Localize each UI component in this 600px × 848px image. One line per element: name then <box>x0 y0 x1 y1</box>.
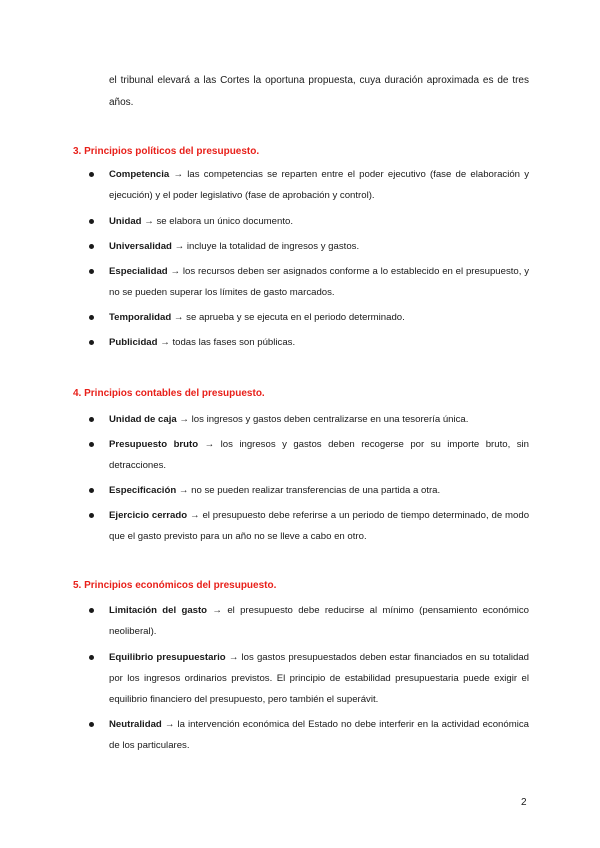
bullet-icon <box>89 315 94 320</box>
bullet-icon <box>89 608 94 613</box>
item-text: se aprueba y se ejecuta en el periodo determinado. <box>186 312 405 323</box>
section-heading-5: 5. Principios económicos del presupuesto. <box>73 580 277 591</box>
list-item <box>109 480 529 501</box>
arrow-icon: → <box>164 719 175 730</box>
page-number: 2 <box>521 797 527 808</box>
item-term: Limitación del gasto <box>109 605 208 616</box>
intro-paragraph: el tribunal elevará a las Cortes la oportuna propuesta, cuya duración aproximada es de tres años. <box>109 75 529 108</box>
list-item <box>109 600 529 642</box>
list-item <box>109 714 529 756</box>
bullet-icon <box>89 269 94 274</box>
item-term: Temporalidad <box>109 312 172 323</box>
arrow-icon: → <box>173 169 184 180</box>
bullet-icon <box>89 722 94 727</box>
item-term: Ejercicio cerrado <box>109 510 188 521</box>
item-text: no se pueden realizar transferencias de una partida a otra. <box>191 485 441 496</box>
item-term: Unidad <box>109 216 142 227</box>
item-text: el presupuesto debe reducirse al mínimo (pensamiento económico neoliberal). <box>109 605 530 637</box>
list-item <box>109 164 529 206</box>
arrow-icon: → <box>204 439 215 450</box>
item-term: Competencia <box>109 169 170 180</box>
arrow-icon: → <box>189 510 200 521</box>
item-text: la intervención económica del Estado no debe interferir en la actividad económica de los particulares. <box>109 719 529 751</box>
arrow-icon: → <box>173 312 184 323</box>
section-heading-4: 4. Principios contables del presupuesto. <box>73 388 265 399</box>
arrow-icon: → <box>160 337 170 348</box>
item-text: los ingresos y gastos deben centralizarse en una tesorería única. <box>191 414 469 425</box>
arrow-icon: → <box>228 652 239 663</box>
bullet-icon <box>89 513 94 518</box>
bullet-icon <box>89 340 94 345</box>
list-item <box>109 647 529 710</box>
bullet-icon <box>89 655 94 660</box>
list-item <box>109 332 529 353</box>
item-term: Especificación <box>109 485 177 496</box>
item-text: los ingresos y gastos deben recogerse por su importe bruto, sin detracciones. <box>109 439 529 471</box>
bullet-icon <box>89 219 94 224</box>
item-term: Presupuesto bruto <box>109 439 199 450</box>
list-item <box>109 261 529 303</box>
list-item <box>109 434 529 476</box>
bullet-icon <box>89 244 94 249</box>
item-text: el presupuesto debe referirse a un periodo de tiempo determinado, de modo que el gasto previsto para un año no se lleve a cabo en otro. <box>109 510 530 542</box>
item-term: Publicidad <box>109 337 158 348</box>
item-term: Unidad de caja <box>109 414 177 425</box>
item-term: Neutralidad <box>109 719 162 730</box>
arrow-icon: → <box>170 266 181 277</box>
item-term: Equilibrio presupuestario <box>109 652 226 663</box>
item-text: los recursos deben ser asignados conforme a lo establecido en el presupuesto, y no se pueden superar los límites de gasto marcados. <box>109 266 530 298</box>
arrow-icon: → <box>178 485 189 496</box>
item-term: Universalidad <box>109 241 172 252</box>
bullet-icon <box>89 172 94 177</box>
list-item <box>109 307 529 328</box>
bullet-icon <box>89 488 94 493</box>
item-text: todas las fases son públicas. <box>172 337 296 348</box>
item-text: las competencias se reparten entre el poder ejecutivo (fase de elaboración y ejecución) y el poder legislativo (fase de aprobación y control). <box>109 169 530 201</box>
item-text: se elabora un único documento. <box>156 216 293 227</box>
arrow-icon: → <box>144 216 154 227</box>
section-heading-3: 3. Principios políticos del presupuesto. <box>73 146 260 157</box>
arrow-icon: → <box>174 241 185 252</box>
item-text: los gastos presupuestados deben estar financiados en su totalidad por los ingresos ordinarios previstos. El principio de estabilidad presupuestaria puede exigir el equilibrio financiero del presupuesto, pero también el superávit. <box>109 652 529 705</box>
list-item <box>109 211 529 232</box>
item-text: incluye la totalidad de ingresos y gastos. <box>186 241 360 252</box>
list-item <box>109 409 529 430</box>
item-term: Especialidad <box>109 266 168 277</box>
arrow-icon: → <box>179 414 189 425</box>
list-item <box>109 505 529 547</box>
arrow-icon: → <box>212 605 222 616</box>
bullet-icon <box>89 442 94 447</box>
bullet-icon <box>89 417 94 422</box>
list-item <box>109 236 529 257</box>
